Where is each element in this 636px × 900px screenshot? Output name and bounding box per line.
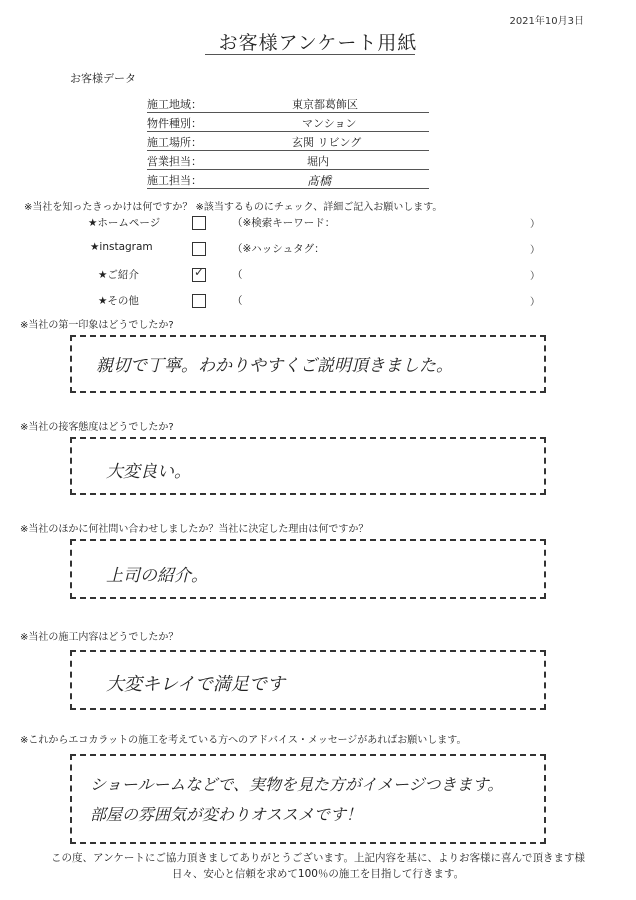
- answer-box-advice: [70, 754, 546, 844]
- title-underline: [205, 54, 415, 55]
- info-row-property-type: [147, 113, 429, 132]
- footer-line-2: 日々、安心と信頼を求めて100％の施工を目指して行きます。: [171, 868, 465, 880]
- option-detail-referral: （: [232, 269, 243, 281]
- checkbox-referral[interactable]: [192, 265, 206, 282]
- info-label: 施工担当：: [147, 174, 202, 187]
- answer-advice-line-2: 部屋の雰囲気が変わりオススメです！: [90, 805, 362, 824]
- option-close-paren: ）: [530, 219, 540, 230]
- info-label: 営業担当：: [147, 155, 202, 168]
- answer-construction-quality: 大変キレイで満足です: [106, 674, 285, 695]
- page-title: お客様アンケート用紙: [218, 32, 418, 54]
- option-detail-instagram: （※ハッシュタグ：: [232, 243, 325, 255]
- question-construction-quality: ※当社の施工内容はどうでしたか？: [20, 632, 179, 643]
- question-how-found: ※当社を知ったきっかけは何ですか？ ※該当するものにチェック、詳細ご記入お願いします。: [24, 202, 443, 213]
- info-label: 施工地域：: [147, 98, 202, 111]
- option-label-instagram: ★instagram: [90, 241, 153, 253]
- customer-section-heading: お客様データ: [70, 72, 136, 85]
- question-other-companies: ※当社のほかに何社問い合わせしましたか？当社に決定した理由は何ですか？: [20, 524, 369, 535]
- answer-service-attitude: 大変良い。: [106, 462, 191, 482]
- question-advice: ※これからエコカラットの施工を考えている方へのアドバイス・メッセージがあればお願いします。: [20, 735, 467, 746]
- option-label-other: ★その他: [98, 295, 139, 307]
- info-value: 玄関 リビング: [292, 136, 362, 149]
- info-label: 施工場所：: [147, 136, 202, 149]
- answer-box-first-impression: [70, 335, 546, 393]
- info-value: 堀内: [307, 155, 329, 168]
- option-label-homepage: ★ホームページ: [88, 217, 161, 229]
- checkbox-homepage[interactable]: [192, 216, 206, 230]
- option-label-referral: ★ご紹介: [98, 269, 139, 281]
- checkbox-other[interactable]: [192, 294, 206, 308]
- answer-box-construction-quality: [70, 650, 546, 710]
- option-detail-homepage: （※検索キーワード：: [232, 217, 336, 229]
- info-value: 東京都葛飾区: [292, 98, 358, 111]
- info-value: 髙橋: [307, 174, 332, 188]
- option-close-paren: ）: [530, 245, 540, 256]
- info-row-area: [147, 94, 429, 113]
- question-first-impression: ※当社の第一印象はどうでしたか?: [20, 320, 174, 331]
- info-value: マンション: [302, 117, 357, 130]
- answer-first-impression: 親切で丁寧。わかりやすくご説明頂きました。: [96, 356, 453, 376]
- info-row-sales-rep: [147, 151, 429, 170]
- footer-line-1: この度、アンケートにご協力頂きましてありがとうございます。上記内容を基に、よりお客様に喜んで頂きます様: [50, 852, 586, 864]
- info-label: 物件種別：: [147, 117, 202, 130]
- answer-other-companies: 上司の紹介。: [106, 566, 208, 586]
- info-row-installer: [147, 170, 429, 189]
- survey-date: 2021年10月3日: [509, 16, 584, 27]
- answer-box-other-companies: [70, 539, 546, 599]
- answer-advice-line-1: ショールームなどで、実物を見た方がイメージつきます。: [90, 775, 504, 794]
- checkbox-instagram[interactable]: [192, 242, 206, 256]
- check-mark-icon: ✓: [194, 265, 205, 279]
- option-close-paren: ）: [530, 297, 540, 308]
- option-close-paren: ）: [530, 271, 540, 282]
- info-row-location: [147, 132, 429, 151]
- option-detail-other: （: [232, 295, 243, 307]
- question-service-attitude: ※当社の接客態度はどうでしたか?: [20, 422, 174, 433]
- answer-box-service-attitude: [70, 437, 546, 495]
